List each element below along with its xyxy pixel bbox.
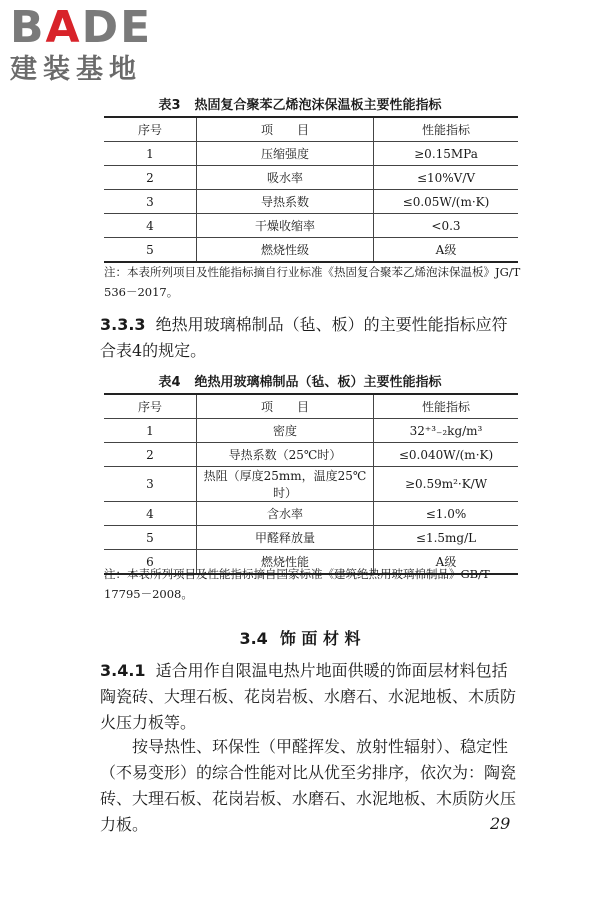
table-cell: A级 (374, 550, 519, 575)
table-cell: ≤0.040W/(m·K) (374, 443, 519, 467)
table-cell: 3 (104, 190, 197, 214)
table-row (104, 526, 518, 550)
table-cell: 5 (104, 526, 197, 550)
section-3-4-heading: 3.4 饰 面 材 料 (239, 629, 361, 648)
table-row (104, 238, 518, 263)
table-cell: 干燥收缩率 (197, 214, 374, 238)
table-cell: 1 (104, 419, 197, 443)
table-cell: 燃烧性能 (197, 550, 374, 575)
table4 (104, 393, 518, 575)
table-cell: <0.3 (374, 214, 519, 238)
table-cell: 4 (104, 502, 197, 526)
table-row (104, 190, 518, 214)
section-3-3-3 (100, 312, 520, 364)
table-cell: ≥0.15MPa (374, 142, 519, 166)
table-cell: 吸水率 (197, 166, 374, 190)
section-text: 绝热用玻璃棉制品（毡、板）的主要性能指标应符合表4的规定。 (100, 315, 508, 360)
table-row (104, 214, 518, 238)
table-row (104, 502, 518, 526)
logo-wordmark: BADE (10, 2, 153, 53)
header-cell: 序号 (104, 394, 197, 419)
table-cell: A级 (374, 238, 519, 263)
table-cell: ≥0.59m²·K/W (374, 467, 519, 502)
logo-subtitle: 建装基地 (10, 54, 142, 85)
table-cell: 压缩强度 (197, 142, 374, 166)
table-cell: ≤0.05W/(m·K) (374, 190, 519, 214)
table-cell: 3 (104, 467, 197, 502)
header-cell: 性能指标 (374, 394, 519, 419)
table-cell: 导热系数（25℃时） (197, 443, 374, 467)
table-row (104, 142, 518, 166)
table-row (104, 419, 518, 443)
table4-title: 表4 绝热用玻璃棉制品（毡、板）主要性能指标 (158, 375, 442, 390)
table3-title: 表3 热固复合聚苯乙烯泡沫保温板主要性能指标 (158, 98, 442, 113)
section-3-4-1 (100, 658, 520, 736)
table-row (104, 467, 518, 502)
table-cell: 燃烧性级 (197, 238, 374, 263)
bade-logo (10, 4, 152, 86)
table-cell: 导热系数 (197, 190, 374, 214)
table-cell: 6 (104, 550, 197, 575)
table-cell: 5 (104, 238, 197, 263)
table-row (104, 443, 518, 467)
table-cell: 含水率 (197, 502, 374, 526)
table-cell: 2 (104, 443, 197, 467)
section-text: 适合用作自限温电热片地面供暖的饰面层材料包括陶瓷砖、大理石板、花岗岩板、水磨石、水泥地板、木质防火压力板等。 (100, 661, 517, 732)
table-cell: 2 (104, 166, 197, 190)
table-cell: 热阻（厚度25mm，温度25℃时） (197, 467, 374, 502)
header-cell: 项 目 (197, 394, 374, 419)
table4-note: 注：本表所列项目及性能指标摘自国家标准《建筑绝热用玻璃棉制品》GB/T 17795－2008。 (104, 567, 490, 601)
header-cell: 项 目 (197, 117, 374, 142)
header-cell: 性能指标 (374, 117, 519, 142)
table-cell: 1 (104, 142, 197, 166)
table-header-row (104, 394, 518, 419)
table-cell: 4 (104, 214, 197, 238)
header-cell: 序号 (104, 117, 197, 142)
table-row (104, 166, 518, 190)
table-cell: 密度 (197, 419, 374, 443)
table-cell: 32⁺³₋₂kg/m³ (374, 419, 519, 443)
table3 (104, 116, 518, 263)
table-header-row (104, 117, 518, 142)
table3-note: 注：本表所列项目及性能指标摘自行业标准《热固复合聚苯乙烯泡沫保温板》JG/T 536－2017。 (104, 265, 521, 299)
table-cell: 甲醛释放量 (197, 526, 374, 550)
table-cell: ≤1.5mg/L (374, 526, 519, 550)
page-number: 29 (490, 814, 511, 833)
body-paragraph: 按导热性、环保性（甲醛挥发、放射性辐射）、稳定性（不易变形）的综合性能对比从优至劣排序，依次为：陶瓷砖、大理石板、花岗岩板、水磨石、水泥地板、木质防火压力板。 (100, 737, 517, 834)
section-number: 3.3.3 (100, 315, 146, 334)
section-number: 3.4.1 (100, 661, 146, 680)
table-cell: ≤10%V/V (374, 166, 519, 190)
table-cell: ≤1.0% (374, 502, 519, 526)
